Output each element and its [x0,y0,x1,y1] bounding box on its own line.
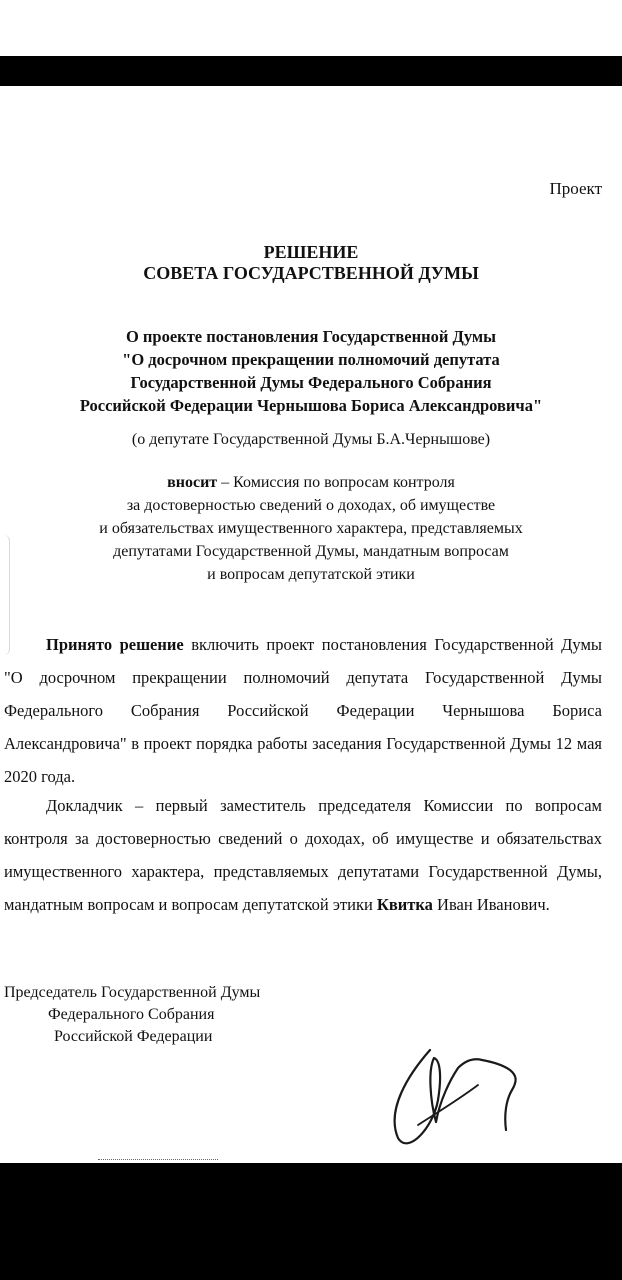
subject-line: "О досрочном прекращении полномочий депутата [122,350,500,369]
speaker-text: Докладчик – первый заместитель председателя Комиссии по вопросам контроля за достоверностью сведений о доходах, об имуществе и обязательствах имущественного характера, представляемых депутатами Государственной Думы, мандатным вопросам и вопросам депутатской этики [4,796,602,914]
signatory-line: Федерального Собрания [48,1006,215,1023]
submitter-block [0,471,622,586]
document-label: Проект [549,179,602,198]
decision-paragraph [4,628,602,793]
subject-line: Российской Федерации Чернышова Бориса Александровича" [79,396,543,415]
document-title-issuer: СОВЕТА ГОСУДАРСТВЕННОЙ ДУМЫ [143,263,479,283]
speaker-surname: Квитка [376,895,433,914]
subject-line: Государственной Думы Федерального Собрания [130,373,492,392]
speaker-name: Иван Иванович. [432,895,550,914]
document-note: (о депутате Государственной Думы Б.А.Чернышове) [131,431,491,448]
handwritten-signature [378,1030,538,1160]
divider [98,1159,218,1162]
submitter-line: и обязательствах имущественного характера, представляемых [99,520,523,537]
speaker-paragraph [4,789,602,921]
submitter-line: за достоверностью сведений о доходах, об имуществе [126,497,496,514]
status-bar-area [0,0,622,56]
subject-line: О проекте постановления Государственной Думы [125,327,497,346]
decision-keyword: Принято решение [46,635,184,654]
scan-bottom-border [0,1163,622,1280]
signatory-line: Российской Федерации [54,1028,213,1045]
document-subject [0,325,622,417]
signatory-line: Председатель Государственной Думы [4,984,261,1001]
signatory-block [4,982,260,1048]
decision-text: включить проект постановления Государственной Думы "О досрочном прекращении полномочий депутата Государственной Думы Федерального Собрания Российской Федерации Чернышова Бориса Александровича" в проект порядка работы заседания Государственной Думы 12 мая 2020 года. [4,635,602,786]
submitter-line: депутатами Государственной Думы, мандатным вопросам [113,543,509,560]
submitter-text: – Комиссия по вопросам контроля [217,474,455,491]
submitter-keyword: вносит [167,474,218,491]
scan-top-border [0,56,622,86]
submitter-line: и вопросам депутатской этики [207,566,415,583]
submitter-line [0,471,622,494]
document-title: РЕШЕНИЕ [263,242,359,262]
